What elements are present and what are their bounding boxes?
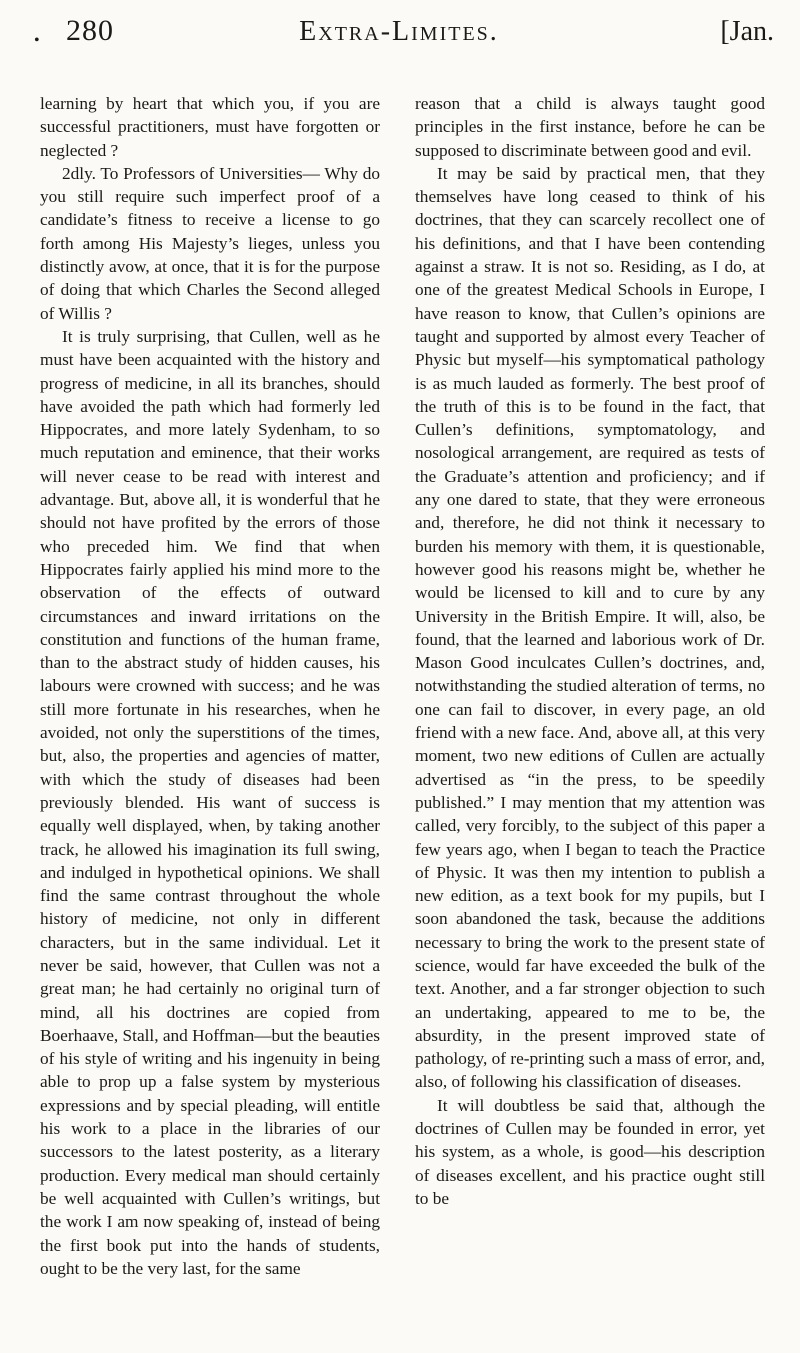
page-header [24,10,774,70]
paragraph: It may be said by practical men, that they themselves have long ceased to think of his doctrines, that they can scarcely recollect one of his definitions, and that I have been contending against a straw. It is not so. Residing, as I do, at one of the greatest Medical Schools in Europe, I have reason to know, that Cullen’s opinions are taught and supported by almost every Teacher of Physic but myself—his symptomatical pathology is as much lauded as formerly. The best proof of the truth of this is to be found in the fact, that Cullen’s definitions, symptomatology, and nosological arrangement, are required as tests of the Graduate’s attention and proficiency; and if any one dared to state, that they were erroneous and, therefore, he did not think it necessary to burden his memory with them, it is questionable, however good his reasons might be, whether he would be licensed to kill and to cure by any University in the British Empire. It will, also, be found, that the learned and laborious work of Dr. Mason Good inculcates Cullen’s doctrines, and, notwithstanding the studied alteration of terms, no one can fail to discover, in every page, an old friend with a new face. And, above all, at this very moment, two new editions of Cullen are actually advertised as “in the press, to be speedily published.” I may mention that my attention was called, very forcibly, to the subject of this paper a few years ago, when I began to teach the Practice of Physic. It was then my intention to publish a new edition, as a text book for my pupils, but I soon abandoned the task, because the additions necessary to bring the work to the present state of science, would far have exceeded the bulk of the text. Another, and a far stronger objection to such an undertaking, appeared to me to be, the absurdity, in the present improved state of pathology, of re-printing such a mass of error, and, also, of following his classification of diseases. [415,163,765,1092]
right-column [415,92,765,1210]
page-number: 280 [66,14,114,47]
paragraph: It is truly surprising, that Cullen, well as he must have been acquainted with the history and progress of medicine, in all its branches, should have avoided the path which had formerly led Hippocrates, and more lately Sydenham, to so much reputation and eminence, that their works will never cease to be read with interest and advantage. But, above all, it is wonderful that he should not have profited by the errors of those who preceded him. We find that when Hippocrates fairly applied his mind more to the observation of the effects of outward circumstances and inward irritations on the constitution and functions of the human frame, than to the abstract study of hidden causes, his labours were crowned with success; and he was still more fortunate in his researches, when he avoided, not only the superstitions of the times, but, also, the properties and agencies of matter, with which the study of diseases had been previously blended. His want of success is equally well displayed, when, by taking another track, he allowed his imagination its full swing, and indulged in hypothetical opinions. We shall find the same contrast throughout the whole history of medicine, not only in different characters, but in the same individual. Let it never be said, however, that Cullen was not a great man; he had certainly no original turn of mind, all his doctrines are copied from Boerhaave, Stall, and Hoffman—but the beauties of his style of writing and his ingenuity in being able to prop up a false system by mysterious expressions and by special pleading, will entitle his work to a place in the libraries of our successors to the latest posterity, as a literary production. Every medical man should certainly be well acquainted with Cullen’s writings, but the work I am now speaking of, instead of being the first book put into the hands of students, ought to be the very last, for the same [40,326,380,1278]
running-title: Extra-Limites. [299,16,499,47]
paragraph: reason that a child is always taught good principles in the first instance, before he can be supposed to discriminate between good and evil. [415,94,765,160]
paragraph: learning by heart that which you, if you are successful practitioners, must have forgotten or neglected ? [40,94,380,160]
margin-mark: • [34,32,40,49]
paragraph: 2dly. To Professors of Universities— Why do you still require such imperfect proof of a candidate’s fitness to receive a license to go forth among His Majesty’s lieges, unless you distinctly avow, at once, that it is for the purpose of doing that which Charles the Second alleged of Willis ? [40,163,380,323]
left-column [40,92,380,1280]
issue-month: [Jan. [720,16,774,47]
paragraph: It will doubtless be said that, although the doctrines of Cullen may be founded in error, yet his system, as a whole, is good—his description of diseases excellent, and his practice ought still to be [415,1095,765,1208]
